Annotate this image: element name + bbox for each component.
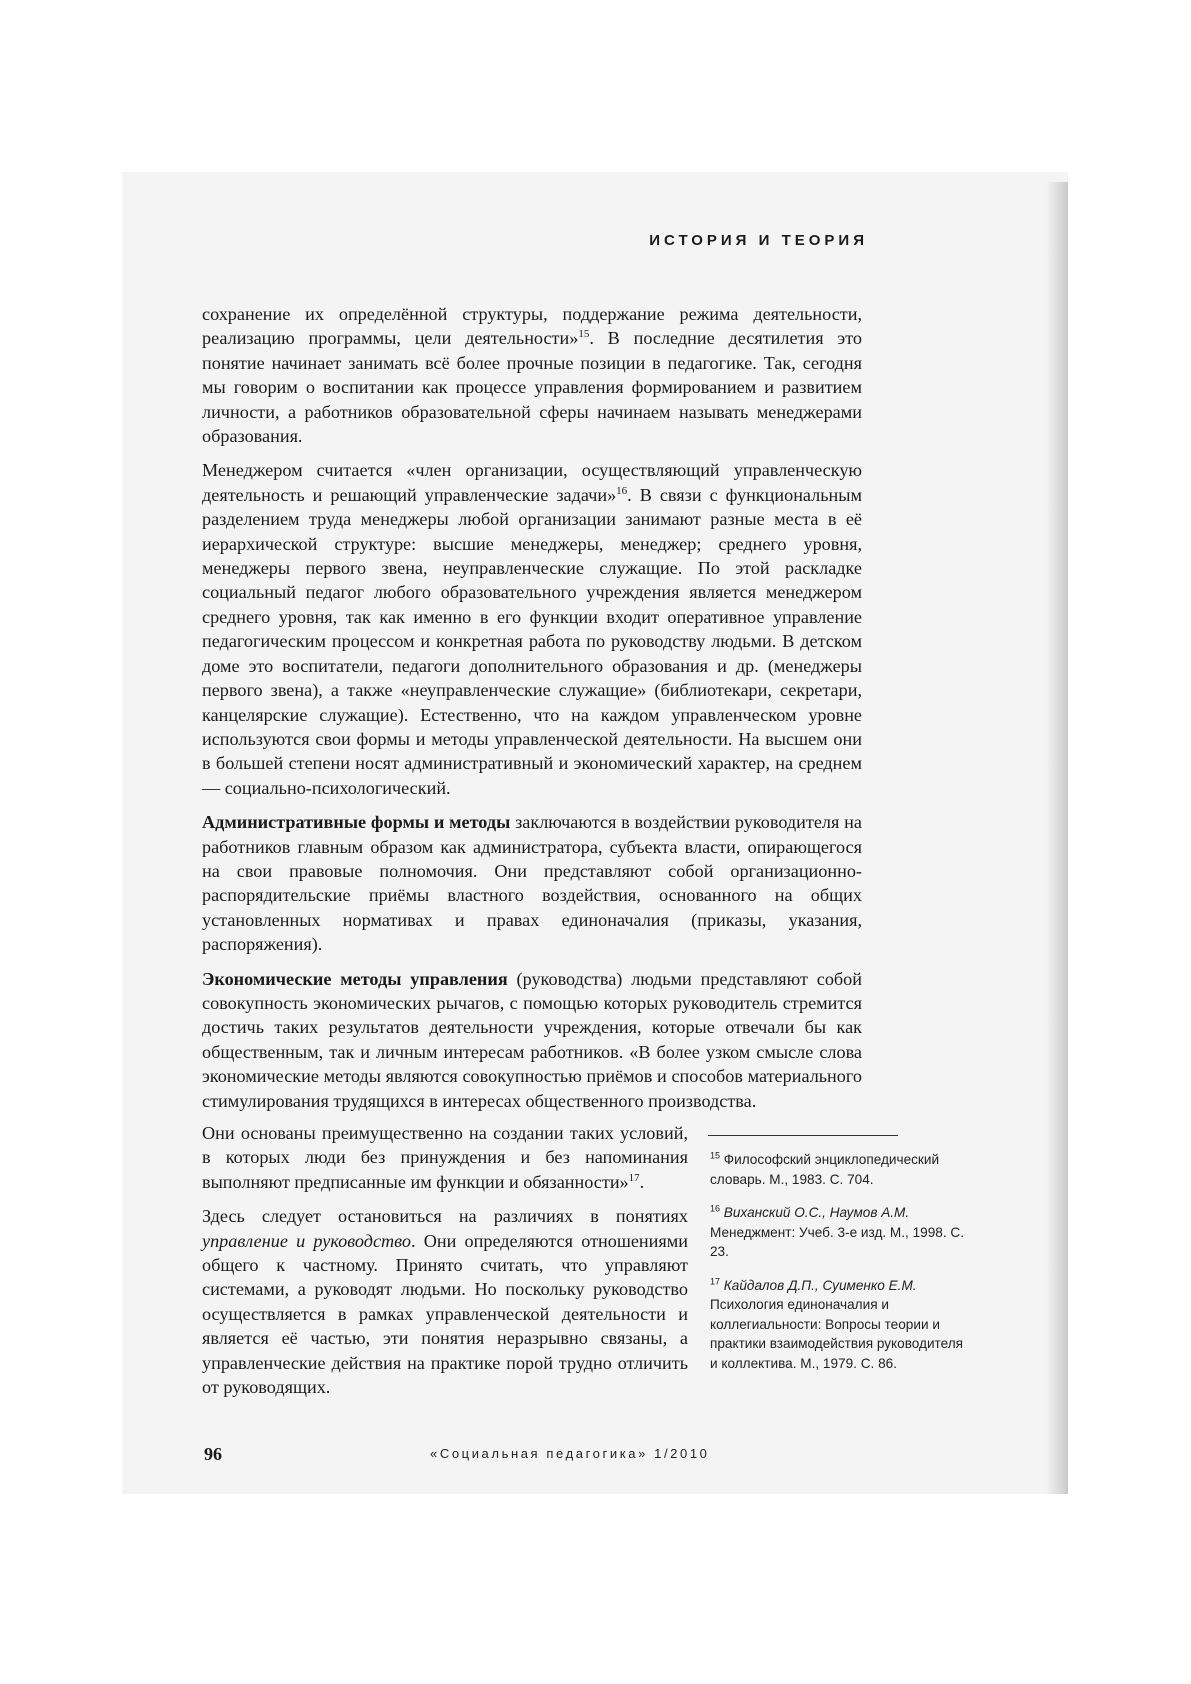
term-administrative: Административные формы и методы — [202, 812, 511, 833]
page-number: 96 — [204, 1444, 222, 1464]
footnote-ref-16[interactable]: 16 — [616, 484, 628, 497]
term-economic: Экономические методы управления — [202, 968, 508, 989]
paragraph-4: Экономические методы управления (руководства) людьми представляют собой совокупность экономических рычагов, с помощью которых руководитель стремится достичь таких результатов деятельности учреждения, которые отвечали бы как общественным, так и личным интересам работников. «В более узком смысле слова экономические методы являются совокупностью приёмов и способов материального стимулирования трудящихся в интересах общественного производства. — [202, 968, 863, 1111]
footnotes — [710, 1150, 972, 1387]
footnote-16: $^{16}$ Виханский О.С., Наумов А.М. Менеджмент: Учеб. 3-е изд. М., 1998. С. 23. — [710, 1203, 964, 1259]
paragraph-2: Менеджером считается «член организации, осуществляющий управленческую деятельность и решающий управленческие задачи»$^{16}$. В связи с функциональным разделением труда менеджеры любой организации занимают разные места в её иерархической структуре: высшие менеджеры, менеджер; среднего уровня, менеджеры первого звена, неуправленческие служащие. По этой раскладке социальный педагог любого образовательного учреждения является менеджером среднего уровня, так как именно в его функции входит оперативное управление педагогическим процессом и конкретная работа по руководству людьми. В детском доме это воспитатели, педагоги дополнительного образования и др. (менеджеры первого звена), а также «неуправленческие служащие» (библиотекари, секретари, канцелярские служащие). Естественно, что на каждом управленческом уровне используются свои формы и методы управленческой деятельности. На высшем они в большей степени носят административный и экономический характер, на среднем — социально-психологический. — [202, 460, 862, 798]
footnote-17: $^{17}$ Кайдалов Д.П., Суименко Е.М. Психология единоначалия и коллегиальности: Вопросы теории и практики взаимодействия руководителя и коллектива. М., 1979. С. 86. — [710, 1275, 964, 1371]
footnote-divider — [708, 1135, 898, 1136]
lower-text-column — [202, 1121, 688, 1409]
footnote-author: Виханский О.С., Наумов А.М. — [723, 1205, 910, 1220]
footnote-15: $^{15}$ Философский энциклопедический словарь. М., 1983. С. 704. — [710, 1150, 940, 1187]
paragraph-5: Здесь следует остановиться на различиях в понятиях управление и руководство. Они определяются отношениями общего к частному. Принято считать, что управляют системами, а руководят людьми. Но поскольку руководство осуществляется в рамках управленческой деятельности и является её частью, эти понятия неразрывно связаны, а управленческие действия на практике порой трудно отличить от руководящих. — [202, 1206, 688, 1398]
emphasis-terms: управление и руководство — [202, 1230, 411, 1251]
footnote-ref-15[interactable]: 15 — [578, 328, 590, 341]
footnote-author: Кайдалов Д.П., Суименко Е.М. — [723, 1277, 917, 1293]
page-edge-shadow — [1046, 182, 1068, 1494]
running-header: ИСТОРИЯ И ТЕОРИЯ — [649, 232, 868, 249]
paragraph-4-continued: Они основаны преимущественно на создании таких условий, в которых люди без принуждения и без напоминания выполняют предписанные им функции и обязанности»$^{17}$. — [202, 1123, 688, 1192]
paragraph-3: Административные формы и методы заключаются в воздействии руководителя на работников главным образом как администратора, субъекта власти, опирающегося на свои правовые полномочия. Они представляют собой организационно-распорядительские приёмы властного воздействия, основанного на общих установленных нормативах и правах единоначалия (приказы, указания, распоряжения). — [202, 812, 862, 955]
main-text — [202, 302, 862, 1113]
journal-footer: «Социальная педагогика» 1/2010 — [430, 1446, 710, 1461]
footnote-ref-17[interactable]: 17 — [628, 1171, 640, 1184]
paragraph-1: сохранение их определённой структуры, поддержание режима деятельности, реализацию программы, цели деятельности»$^{15}$. В последние десятилетия это понятие начинает занимать всё более прочные позиции в педагогике. Так, сегодня мы говорим о воспитании как процессе управления формированием и развитием личности, а работников образовательной сферы начинаем называть менеджерами образования. — [202, 304, 862, 447]
